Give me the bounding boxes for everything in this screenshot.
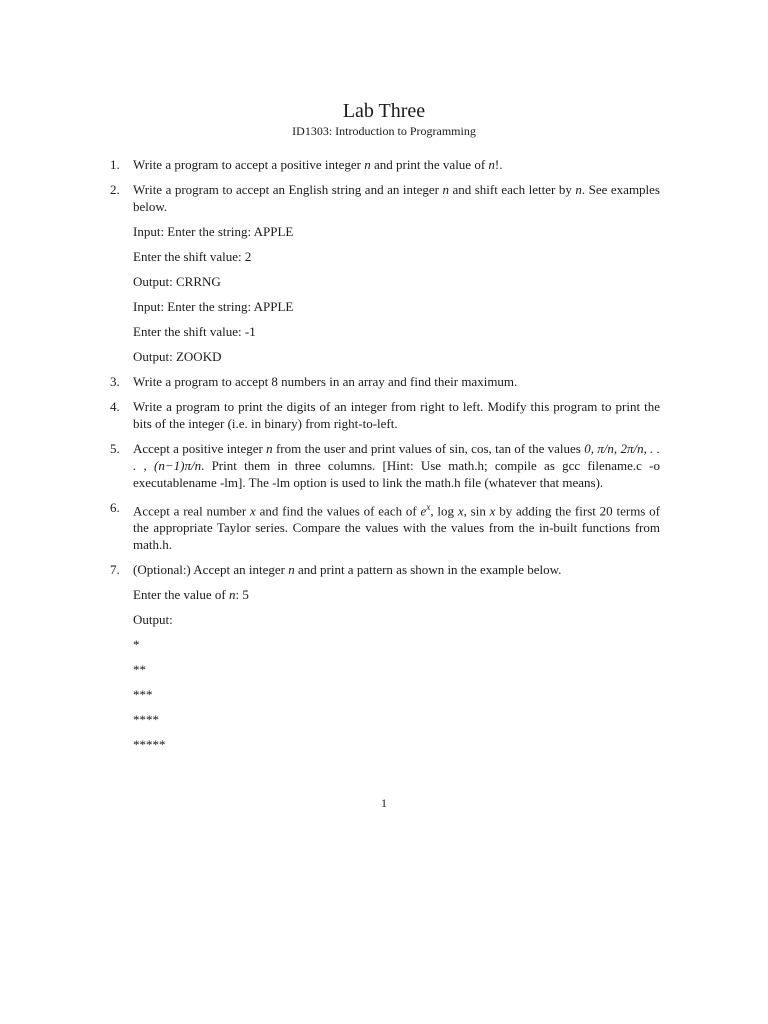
text-run: Write a program to accept a positive integer <box>133 157 365 172</box>
text-run: (Optional:) Accept an integer <box>133 562 289 578</box>
text-run: : 5 <box>235 587 249 603</box>
document-title: Lab Three <box>342 100 426 122</box>
exercise-list <box>110 156 660 761</box>
page-number: 1 <box>381 796 387 810</box>
document-subtitle: ID1303: Introduction to Programming <box>292 124 476 138</box>
math-var: n <box>575 182 582 197</box>
pattern-line: **** <box>133 712 159 728</box>
text-run: and find the values of each of <box>255 503 421 519</box>
example-line: Output: <box>133 612 173 628</box>
example-line <box>133 586 660 603</box>
exercise-item-2 <box>110 181 660 365</box>
pattern-line: * <box>133 637 140 653</box>
item-number: 7. <box>110 562 120 578</box>
example-block <box>133 586 660 753</box>
text-run: and print a pattern as shown in the example below. <box>294 562 562 578</box>
example-line: Enter the shift value: 2 <box>133 249 252 264</box>
math-expression: 0, π/n, 2π/n, . . . , (n−1)π/n <box>133 441 661 473</box>
item-number: 1. <box>110 157 120 172</box>
exercise-item-6 <box>110 499 660 553</box>
example-line: Input: Enter the string: APPLE <box>133 299 294 314</box>
text-run: by adding the first 20 terms of the appropriate Taylor series. Compare the values with the values from the in-built functions from math.h. <box>133 503 660 553</box>
pattern-line: ***** <box>133 737 166 753</box>
math-var: e <box>420 503 427 519</box>
text-run: and print the value of <box>370 157 489 172</box>
exercise-item-1 <box>110 156 660 173</box>
exercise-item-5 <box>110 440 660 491</box>
text-run: Enter the value of <box>133 587 230 603</box>
exercise-item-3 <box>110 373 660 390</box>
text-run: . See examples below. <box>133 182 660 214</box>
math-var: x <box>489 503 496 519</box>
math-var: n <box>364 157 371 172</box>
example-line: Enter the shift value: -1 <box>133 324 256 339</box>
pattern-line: *** <box>133 687 153 703</box>
text-run: and shift each letter by <box>448 182 576 197</box>
math-var: n <box>229 587 236 603</box>
item-number: 6. <box>110 500 120 515</box>
text-run: , log <box>430 503 458 519</box>
math-superscript: x <box>426 502 431 512</box>
item-number: 3. <box>110 374 120 389</box>
example-line: Output: CRRNG <box>133 274 221 289</box>
item-number: 5. <box>110 441 120 456</box>
example-block <box>133 223 660 365</box>
item-number: 2. <box>110 182 120 197</box>
exercise-item-7 <box>110 561 660 753</box>
text-run: , sin <box>463 503 490 519</box>
example-line: Output: ZOOKD <box>133 349 222 364</box>
text-run: !. <box>494 157 503 172</box>
example-line: Input: Enter the string: APPLE <box>133 224 294 239</box>
math-var: n <box>288 562 295 578</box>
math-var: x <box>457 503 464 519</box>
text-run: Accept a real number <box>133 503 251 519</box>
math-var: n <box>266 441 273 456</box>
exercise-item-4 <box>110 398 660 432</box>
text-run: Write a program to accept an English string and an integer <box>133 182 443 197</box>
item-number: 4. <box>110 399 120 414</box>
item-text: Write a program to accept 8 numbers in an array and find their maximum. <box>133 374 518 389</box>
text-run: Accept a positive integer <box>133 441 267 456</box>
math-var: n <box>488 157 495 172</box>
item-text: Write a program to print the digits of an integer from right to left. Modify this program to print the bits of the integer (i.e. in binary) from right-to-left. <box>133 399 660 431</box>
math-var: n <box>442 182 449 197</box>
text-run: from the user and print values of sin, cos, tan of the values <box>272 441 585 456</box>
text-run: . Print them in three columns. [Hint: Use math.h; compile as gcc filename.c -o executablename -lm]. The -lm option is used to link the math.h file (whatever that means). <box>133 458 660 490</box>
pattern-line: ** <box>133 662 146 678</box>
math-var: x <box>250 503 256 519</box>
